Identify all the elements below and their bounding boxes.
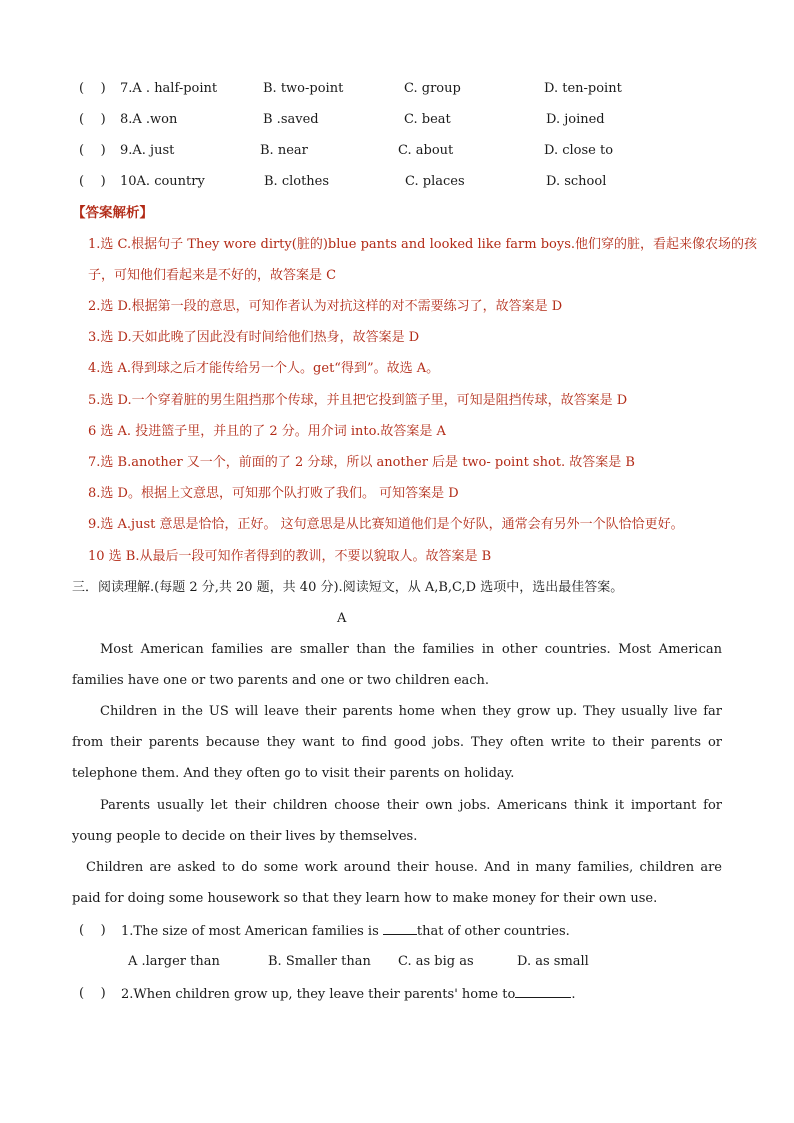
answer-line: 8.选 D。根据上文意思，可知那个队打败了我们。 可知答案是 D [88,486,459,501]
question-row [0,79,794,99]
answer-line: 3.选 D.天如此晚了因此没有时间给他们热身，故答案是 D [88,330,420,345]
option-c: C. group [404,81,461,96]
stem-text: . [571,987,576,1002]
answer-blank[interactable] [383,921,417,935]
section-title: 三．阅读理解.(每题 2 分,共 20 题，共 40 分).阅读短文，从 A,B,C,D 选项中，选出最佳答案。 [72,580,624,595]
answer-line: 4.选 A.得到球之后才能传给另一个人。get“得到”。故选 A。 [88,361,440,376]
option-d: D. close to [544,143,614,158]
passage-label: A [337,611,347,626]
answer-line: 5.选 D.一个穿着脏的男生阻挡那个传球，并且把它投到篮子里，可知是阻挡传球，故答案是 D [88,393,628,408]
answer-paren: ( ) [79,923,106,938]
option-a: A .larger than [128,954,220,969]
question-stem [121,921,570,942]
option-row [0,952,794,972]
option-d: D. school [546,174,607,189]
question-row [0,172,794,192]
stem-text: 1.The size of most American families is [121,924,379,939]
answer-paren: ( ) [79,986,106,1001]
option-b: B. Smaller than [268,954,371,969]
answer-paren: ( ) [79,143,106,158]
option-c: C. as big as [398,954,474,969]
question-row [0,110,794,130]
answer-paren: ( ) [79,174,106,189]
answer-paren: ( ) [79,112,106,127]
option-b: B. clothes [264,174,330,189]
answer-line: 1.选 C.根据句子 They wore dirty(脏的)blue pants and looked like farm boys.他们穿的脏，看起来像农场的孩 [88,237,758,252]
answer-blank[interactable] [515,984,571,998]
passage-paragraph: Children are asked to do some work around their house. And in many families, children are paid for doing some housework so that they learn how to make money for their own use. [72,860,722,906]
answer-paren: ( ) [79,81,106,96]
option-a: 10A. country [120,174,205,189]
answer-line: 子，可知他们看起来是不好的，故答案是 C [88,268,337,283]
option-b: B .saved [263,112,319,127]
answer-line: 7.选 B.another 又一个，前面的了 2 分球，所以 another 后是 two- point shot. 故答案是 B [88,455,635,470]
answer-line: 2.选 D.根据第一段的意思，可知作者认为对抗这样的对不需要练习了，故答案是 D [88,299,563,314]
answer-line: 6 选 A. 投进篮子里，并且的了 2 分。用介词 into.故答案是 A [88,424,446,439]
option-d: D. as small [517,954,589,969]
passage-paragraph: Children in the US will leave their parents home when they grow up. They usually live far from their parents because they want to find good jobs. They often write to their parents or telephone them. And they often go to visit their parents on holiday. [72,704,722,781]
option-c: C. beat [404,112,451,127]
reading-question [0,921,794,941]
option-c: C. places [405,174,465,189]
stem-text: that of other countries. [416,924,570,939]
question-stem [121,984,575,1005]
option-a: 8.A .won [120,112,178,127]
passage-paragraph: Most American families are smaller than the families in other countries. Most American families have one or two parents and one or two children each. [72,642,722,688]
option-b: B. near [260,143,308,158]
question-row [0,141,794,161]
option-c: C. about [398,143,454,158]
reading-question [0,984,794,1004]
answer-line: 9.选 A.just 意思是恰恰，正好。 这句意思是从比赛知道他们是个好队，通常会有另外一个队恰恰更好。 [88,517,684,532]
stem-text: 2.When children grow up, they leave their parents' home to [121,987,516,1002]
passage-paragraph: Parents usually let their children choose their own jobs. Americans think it important for young people to decide on their lives by themselves. [72,798,722,844]
answer-line: 10 选 B.从最后一段可知作者得到的教训，不要以貌取人。故答案是 B [88,549,492,564]
option-a: 7.A . half-point [120,81,218,96]
option-b: B. two-point [263,81,344,96]
answer-heading: 【答案解析】 [72,205,153,221]
option-d: D. ten-point [544,81,622,96]
option-a: 9.A. just [120,143,175,158]
option-d: D. joined [546,112,605,127]
